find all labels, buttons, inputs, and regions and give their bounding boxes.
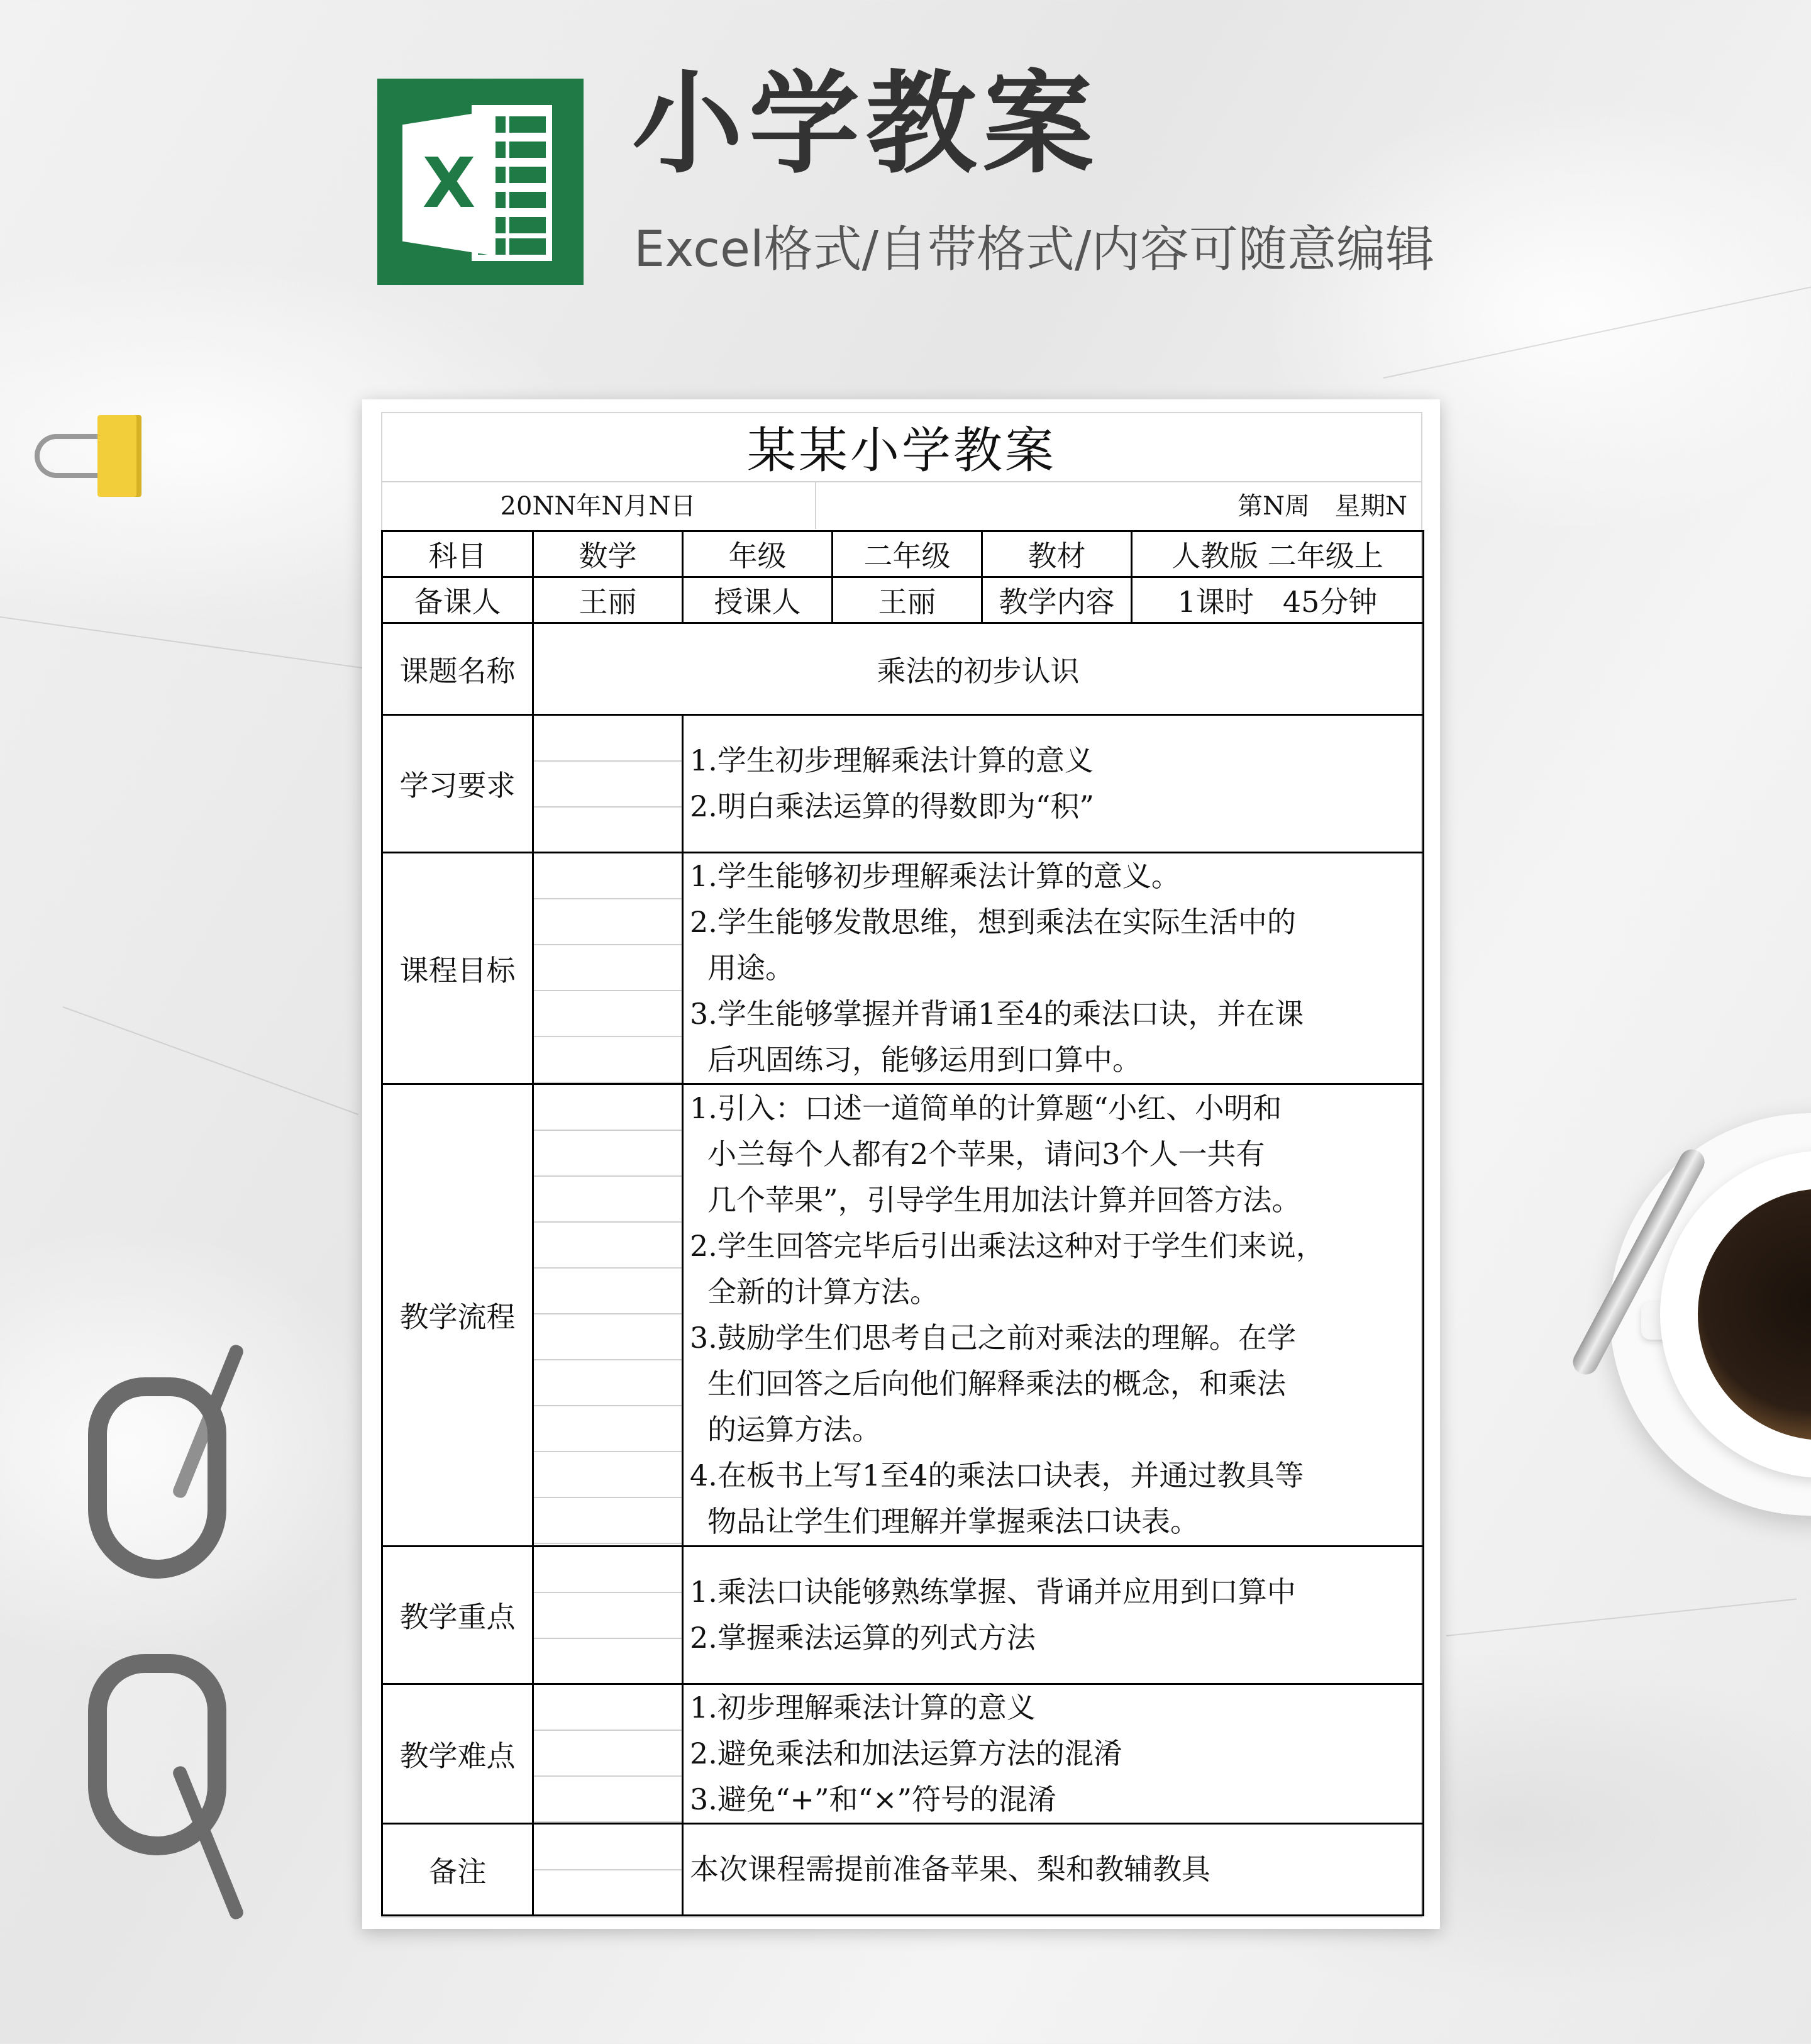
section-row <box>382 1684 1424 1824</box>
info-cell: 人教版 二年级上 <box>1132 531 1424 577</box>
info-cell: 1课时 45分钟 <box>1132 577 1424 623</box>
content-line: 3.避免“+”和“×”符号的混淆 <box>690 1782 1057 1816</box>
content-line: 1.引入：口述一道简单的计算题“小红、小明和 <box>690 1091 1282 1125</box>
grid-cell <box>533 1547 683 1684</box>
section-row <box>382 1547 1424 1684</box>
date-field: 20NN年N月N日 <box>500 491 696 521</box>
excel-x-mark: X <box>422 143 476 223</box>
content-line: 的运算方法。 <box>707 1413 881 1447</box>
content-line: 1.初步理解乘法计算的意义 <box>690 1691 1036 1725</box>
grid-cell <box>533 853 683 1084</box>
section-content <box>683 853 1424 1084</box>
excel-logo-icon <box>377 79 584 285</box>
topic-label: 课题名称 <box>382 623 533 715</box>
content-line: 2.学生回答完毕后引出乘法这种对于学生们来说， <box>690 1229 1325 1263</box>
info-cell: 王丽 <box>833 577 982 623</box>
marble-vein <box>63 1006 359 1115</box>
week-field: 第N周 星期N <box>1238 491 1407 521</box>
topic-row <box>382 623 1424 715</box>
info-cell: 数学 <box>533 531 683 577</box>
document-title: 某某小学教案 <box>746 423 1056 479</box>
grid-cell <box>533 1684 683 1824</box>
content-line: 本次课程需提前准备苹果、梨和教辅教具 <box>690 1852 1210 1886</box>
lesson-table <box>381 530 1424 1916</box>
info-cell: 授课人 <box>683 577 833 623</box>
section-row <box>382 853 1424 1084</box>
topic-value: 乘法的初步认识 <box>533 623 1424 715</box>
section-row <box>382 715 1424 853</box>
section-label: 教学流程 <box>382 1084 533 1547</box>
section-label: 课程目标 <box>382 853 533 1084</box>
content-line: 3.学生能够掌握并背诵1至4的乘法口诀，并在课 <box>690 997 1304 1031</box>
section-label: 教学重点 <box>382 1547 533 1684</box>
marble-vein <box>1383 286 1811 378</box>
content-line: 小兰每个人都有2个苹果，请问3个人一共有 <box>707 1137 1265 1171</box>
grid-cell <box>533 1824 683 1916</box>
content-line: 2.明白乘法运算的得数即为“积” <box>690 789 1094 823</box>
content-line: 1.学生能够初步理解乘法计算的意义。 <box>690 859 1180 893</box>
content-line: 1.乘法口诀能够熟练掌握、背诵并应用到口算中 <box>690 1575 1296 1609</box>
section-row <box>382 1824 1424 1916</box>
content-line: 几个苹果”，引导学生用加法计算并回答方法。 <box>707 1183 1301 1217</box>
content-line: 3.鼓励学生们思考自己之前对乘法的理解。在学 <box>690 1321 1296 1355</box>
info-cell: 教材 <box>982 531 1132 577</box>
section-label: 学习要求 <box>382 715 533 853</box>
info-row <box>382 577 1424 623</box>
content-line: 物品让学生们理解并掌握乘法口诀表。 <box>707 1504 1199 1538</box>
info-cell: 教学内容 <box>982 577 1132 623</box>
info-cell: 二年级 <box>833 531 982 577</box>
section-content <box>683 1684 1424 1824</box>
content-line: 生们回答之后向他们解释乘法的概念，和乘法 <box>707 1367 1286 1401</box>
section-content <box>683 1084 1424 1547</box>
section-label: 备注 <box>382 1824 533 1916</box>
section-content <box>683 1547 1424 1684</box>
content-line: 4.在板书上写1至4的乘法口诀表，并通过教具等 <box>690 1458 1304 1492</box>
content-line: 2.学生能够发散思维，想到乘法在实际生活中的 <box>690 905 1296 939</box>
section-content <box>683 1824 1424 1916</box>
section-row <box>382 1084 1424 1547</box>
glasses-icon <box>75 1358 239 1899</box>
marble-vein <box>1446 1598 1797 1636</box>
info-row <box>382 531 1424 577</box>
content-line: 全新的计算方法。 <box>707 1275 939 1309</box>
info-cell: 科目 <box>382 531 533 577</box>
info-cell: 王丽 <box>533 577 683 623</box>
lesson-plan-sheet <box>362 399 1440 1929</box>
binder-clip-icon <box>35 415 148 497</box>
info-cell: 备课人 <box>382 577 533 623</box>
content-line: 用途。 <box>707 951 794 985</box>
content-line: 后巩固练习，能够运用到口算中。 <box>707 1043 1141 1077</box>
content-line: 1.学生初步理解乘法计算的意义 <box>690 743 1094 777</box>
section-label: 教学难点 <box>382 1684 533 1824</box>
grid-cell <box>533 1084 683 1547</box>
page-subtitle: Excel格式/自带格式/内容可随意编辑 <box>634 221 1435 278</box>
grid-cell <box>533 715 683 853</box>
content-line: 2.避免乘法和加法运算方法的混淆 <box>690 1736 1122 1770</box>
section-content <box>683 715 1424 853</box>
info-cell: 年级 <box>683 531 833 577</box>
content-line: 2.掌握乘法运算的列式方法 <box>690 1621 1036 1655</box>
page-title: 小学教案 <box>632 60 1100 189</box>
